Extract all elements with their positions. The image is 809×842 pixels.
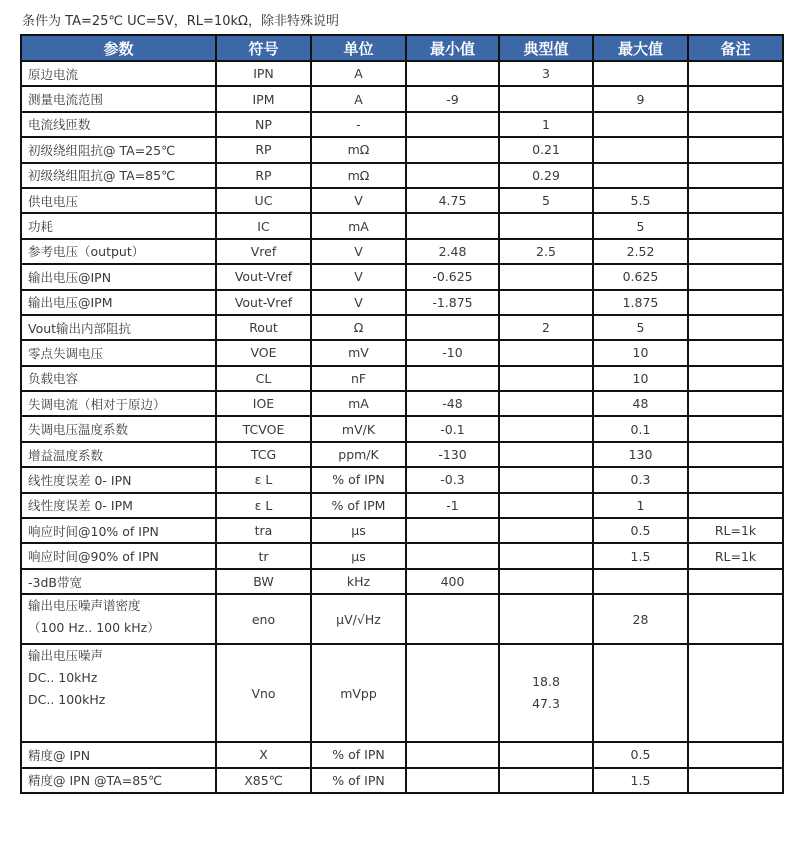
typ-cell <box>499 290 593 315</box>
min-cell: -0.625 <box>406 264 499 289</box>
typ-cell <box>499 493 593 518</box>
min-cell: -10 <box>406 340 499 365</box>
note-cell <box>688 594 783 644</box>
min-cell <box>406 518 499 543</box>
unit-cell: mVpp <box>311 644 406 742</box>
max-cell <box>593 163 688 188</box>
symbol-cell: TCG <box>216 442 311 467</box>
typ-cell <box>499 391 593 416</box>
param-line: 输出电压噪声谱密度 <box>28 598 141 614</box>
table-row <box>21 467 783 492</box>
param-line: （100 Hz.. 100 kHz） <box>28 620 160 636</box>
typ-cell: 5 <box>499 188 593 213</box>
note-cell <box>688 644 783 742</box>
param-cell: 精度@ IPN <box>21 742 216 767</box>
table-row <box>21 340 783 365</box>
typ-cell <box>499 366 593 391</box>
table-row <box>21 518 783 543</box>
unit-cell: Ω <box>311 315 406 340</box>
unit-cell: - <box>311 112 406 137</box>
symbol-cell: RP <box>216 163 311 188</box>
param-cell: 测量电流范围 <box>21 86 216 111</box>
param-cell <box>21 644 216 742</box>
min-cell <box>406 543 499 568</box>
max-cell: 0.625 <box>593 264 688 289</box>
max-cell: 1.5 <box>593 768 688 793</box>
typ-cell: 0.29 <box>499 163 593 188</box>
note-cell <box>688 416 783 441</box>
header-symbol: 符号 <box>216 35 311 61</box>
typ-line: 18.8 <box>532 674 560 690</box>
param-cell: 功耗 <box>21 213 216 238</box>
typ-cell: 3 <box>499 61 593 86</box>
symbol-cell: Vout-Vref <box>216 290 311 315</box>
max-cell: 5 <box>593 213 688 238</box>
unit-cell: % of IPM <box>311 493 406 518</box>
table-row <box>21 239 783 264</box>
symbol-cell: TCVOE <box>216 416 311 441</box>
unit-cell: mA <box>311 391 406 416</box>
param-cell: 初级绕组阻抗@ TA=85℃ <box>21 163 216 188</box>
max-cell <box>593 112 688 137</box>
symbol-cell: NP <box>216 112 311 137</box>
symbol-cell: X <box>216 742 311 767</box>
unit-cell: µs <box>311 543 406 568</box>
note-cell <box>688 137 783 162</box>
unit-cell: µs <box>311 518 406 543</box>
symbol-cell: tra <box>216 518 311 543</box>
max-cell <box>593 569 688 594</box>
note-cell <box>688 61 783 86</box>
param-line: 输出电压噪声 <box>28 648 104 664</box>
max-cell: 5.5 <box>593 188 688 213</box>
unit-cell: nF <box>311 366 406 391</box>
min-cell <box>406 163 499 188</box>
max-cell: 0.5 <box>593 518 688 543</box>
header-unit: 单位 <box>311 35 406 61</box>
symbol-cell: UC <box>216 188 311 213</box>
symbol-cell: Vref <box>216 239 311 264</box>
note-cell <box>688 569 783 594</box>
typ-cell <box>499 86 593 111</box>
min-cell <box>406 594 499 644</box>
table-row <box>21 442 783 467</box>
max-cell: 0.1 <box>593 416 688 441</box>
min-cell <box>406 112 499 137</box>
symbol-cell: Rout <box>216 315 311 340</box>
symbol-cell: X85℃ <box>216 768 311 793</box>
typ-cell <box>499 264 593 289</box>
symbol-cell: IOE <box>216 391 311 416</box>
table-row <box>21 742 783 767</box>
typ-cell: 0.21 <box>499 137 593 162</box>
symbol-cell: IPM <box>216 86 311 111</box>
min-cell <box>406 137 499 162</box>
header-row <box>21 35 783 61</box>
symbol-cell: BW <box>216 569 311 594</box>
table-row <box>21 213 783 238</box>
max-cell: 130 <box>593 442 688 467</box>
min-cell <box>406 315 499 340</box>
max-cell: 1.875 <box>593 290 688 315</box>
param-cell: 初级绕组阻抗@ TA=25℃ <box>21 137 216 162</box>
table-row <box>21 366 783 391</box>
max-cell: 10 <box>593 340 688 365</box>
max-cell: 1 <box>593 493 688 518</box>
min-cell <box>406 644 499 742</box>
unit-cell: A <box>311 86 406 111</box>
max-cell: 28 <box>593 594 688 644</box>
typ-cell <box>499 768 593 793</box>
typ-cell <box>499 594 593 644</box>
unit-cell: % of IPN <box>311 742 406 767</box>
note-cell <box>688 264 783 289</box>
unit-cell: ppm/K <box>311 442 406 467</box>
note-cell <box>688 315 783 340</box>
table-row <box>21 416 783 441</box>
note-cell <box>688 742 783 767</box>
table-row <box>21 543 783 568</box>
param-cell: 输出电压@IPN <box>21 264 216 289</box>
symbol-cell: Vno <box>216 644 311 742</box>
min-cell <box>406 61 499 86</box>
header-note: 备注 <box>688 35 783 61</box>
unit-cell: mΩ <box>311 163 406 188</box>
symbol-cell: IPN <box>216 61 311 86</box>
table-row <box>21 315 783 340</box>
unit-cell: mV <box>311 340 406 365</box>
param-cell: 增益温度系数 <box>21 442 216 467</box>
param-cell: -3dB带宽 <box>21 569 216 594</box>
typ-line: 47.3 <box>532 696 560 712</box>
table-row <box>21 594 783 644</box>
table-row <box>21 391 783 416</box>
max-cell: 5 <box>593 315 688 340</box>
unit-cell: V <box>311 264 406 289</box>
min-cell: -9 <box>406 86 499 111</box>
note-cell <box>688 86 783 111</box>
unit-cell: V <box>311 239 406 264</box>
header-typ: 典型值 <box>499 35 593 61</box>
min-cell: 400 <box>406 569 499 594</box>
param-cell: 原边电流 <box>21 61 216 86</box>
table-row <box>21 569 783 594</box>
max-cell: 1.5 <box>593 543 688 568</box>
param-cell: 供电电压 <box>21 188 216 213</box>
unit-cell: mA <box>311 213 406 238</box>
min-cell: 4.75 <box>406 188 499 213</box>
min-cell <box>406 213 499 238</box>
table-row <box>21 137 783 162</box>
max-cell <box>593 61 688 86</box>
note-cell <box>688 442 783 467</box>
note-cell <box>688 213 783 238</box>
unit-cell: V <box>311 290 406 315</box>
spec-table <box>20 34 784 794</box>
max-cell: 0.3 <box>593 467 688 492</box>
param-cell: 精度@ IPN @TA=85℃ <box>21 768 216 793</box>
param-cell: 响应时间@90% of IPN <box>21 543 216 568</box>
symbol-cell: IC <box>216 213 311 238</box>
max-cell: 10 <box>593 366 688 391</box>
table-row <box>21 61 783 86</box>
min-cell <box>406 768 499 793</box>
param-line: DC.. 100kHz <box>28 692 106 708</box>
symbol-cell: VOE <box>216 340 311 365</box>
note-cell <box>688 493 783 518</box>
note-cell <box>688 188 783 213</box>
note-cell: RL=1k <box>688 543 783 568</box>
max-cell: 0.5 <box>593 742 688 767</box>
typ-cell <box>499 213 593 238</box>
header-min: 最小值 <box>406 35 499 61</box>
param-cell <box>21 594 216 644</box>
param-cell: 线性度误差 0- IPN <box>21 467 216 492</box>
symbol-cell: CL <box>216 366 311 391</box>
min-cell <box>406 742 499 767</box>
typ-cell <box>499 340 593 365</box>
param-cell: 参考电压（output） <box>21 239 216 264</box>
note-cell <box>688 290 783 315</box>
min-cell: -0.3 <box>406 467 499 492</box>
unit-cell: % of IPN <box>311 467 406 492</box>
symbol-cell: tr <box>216 543 311 568</box>
header-max: 最大值 <box>593 35 688 61</box>
typ-cell <box>499 543 593 568</box>
max-cell: 9 <box>593 86 688 111</box>
unit-cell: A <box>311 61 406 86</box>
param-cell: 线性度误差 0- IPM <box>21 493 216 518</box>
typ-cell <box>499 742 593 767</box>
param-cell: Vout输出内部阻抗 <box>21 315 216 340</box>
note-cell <box>688 163 783 188</box>
symbol-cell: RP <box>216 137 311 162</box>
symbol-cell: ε L <box>216 467 311 492</box>
max-cell <box>593 137 688 162</box>
param-cell: 失调电压温度系数 <box>21 416 216 441</box>
min-cell: -130 <box>406 442 499 467</box>
note-cell <box>688 340 783 365</box>
table-row <box>21 644 783 742</box>
note-cell <box>688 112 783 137</box>
symbol-cell: Vout-Vref <box>216 264 311 289</box>
header-param: 参数 <box>21 35 216 61</box>
table-row <box>21 86 783 111</box>
note-cell: RL=1k <box>688 518 783 543</box>
note-cell <box>688 366 783 391</box>
param-cell: 响应时间@10% of IPN <box>21 518 216 543</box>
param-cell: 失调电流（相对于原边） <box>21 391 216 416</box>
max-cell <box>593 644 688 742</box>
unit-cell: µV/√Hz <box>311 594 406 644</box>
table-row <box>21 112 783 137</box>
typ-cell <box>499 518 593 543</box>
param-line: DC.. 10kHz <box>28 670 98 686</box>
min-cell: 2.48 <box>406 239 499 264</box>
typ-cell <box>499 442 593 467</box>
min-cell: -1.875 <box>406 290 499 315</box>
param-cell: 输出电压@IPM <box>21 290 216 315</box>
min-cell <box>406 366 499 391</box>
min-cell: -1 <box>406 493 499 518</box>
unit-cell: mV/K <box>311 416 406 441</box>
unit-cell: kHz <box>311 569 406 594</box>
unit-cell: V <box>311 188 406 213</box>
table-row <box>21 768 783 793</box>
table-row <box>21 290 783 315</box>
table-row <box>21 163 783 188</box>
unit-cell: mΩ <box>311 137 406 162</box>
typ-cell <box>499 569 593 594</box>
note-cell <box>688 467 783 492</box>
conditions-caption: 条件为 TA=25℃ UC=5V，RL=10kΩ，除非特殊说明 <box>22 14 339 29</box>
typ-cell <box>499 644 593 742</box>
param-cell: 电流线匝数 <box>21 112 216 137</box>
typ-cell: 2 <box>499 315 593 340</box>
max-cell: 2.52 <box>593 239 688 264</box>
min-cell: -0.1 <box>406 416 499 441</box>
symbol-cell: ε L <box>216 493 311 518</box>
note-cell <box>688 768 783 793</box>
param-cell: 负载电容 <box>21 366 216 391</box>
table-row <box>21 264 783 289</box>
typ-cell: 1 <box>499 112 593 137</box>
note-cell <box>688 391 783 416</box>
max-cell: 48 <box>593 391 688 416</box>
typ-cell: 2.5 <box>499 239 593 264</box>
min-cell: -48 <box>406 391 499 416</box>
note-cell <box>688 239 783 264</box>
symbol-cell: eno <box>216 594 311 644</box>
param-cell: 零点失调电压 <box>21 340 216 365</box>
table-row <box>21 188 783 213</box>
typ-cell <box>499 416 593 441</box>
typ-cell <box>499 467 593 492</box>
table-row <box>21 493 783 518</box>
unit-cell: % of IPN <box>311 768 406 793</box>
